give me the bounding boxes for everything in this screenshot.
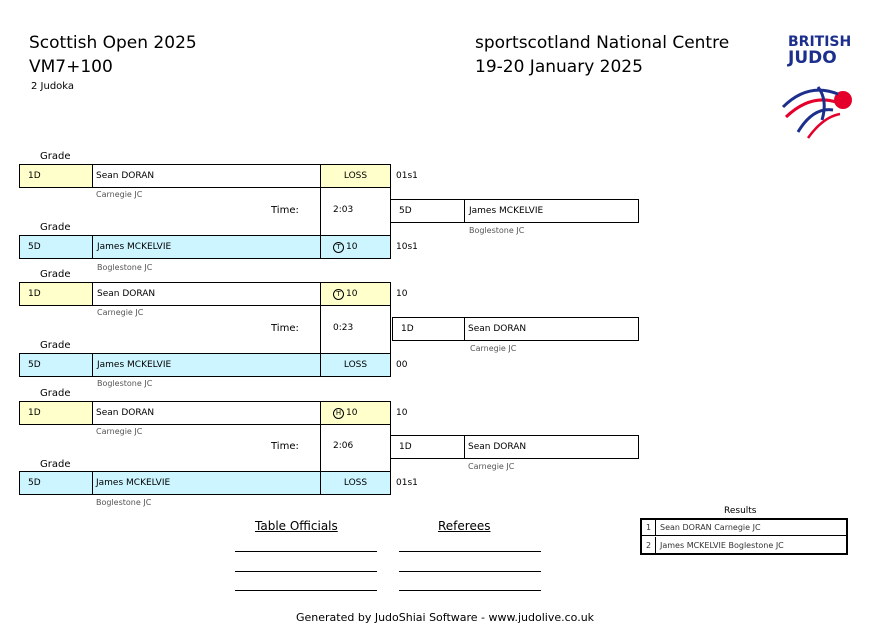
footer-credit: Generated by JudoShiai Software - www.judolive.co.uk [296, 611, 595, 624]
logo-text-judo: JUDO [788, 48, 837, 68]
blue-club: Boglestone JC [97, 263, 153, 272]
winner-grade: 5D [390, 199, 465, 223]
venue: sportscotland National Centre [475, 33, 730, 53]
white-name: Sean DORAN [92, 282, 321, 306]
white-name: Sean DORAN [92, 164, 321, 188]
time-label: Time: [271, 441, 299, 452]
winner-name: James MCKELVIE [464, 199, 639, 223]
white-club: Carnegie JC [96, 190, 143, 199]
blue-result-cell [320, 235, 391, 259]
referees-heading: Referees [438, 519, 491, 533]
blue-grade: 5D [19, 471, 93, 495]
blue-result: LOSS [320, 471, 391, 495]
category-title: VM7+100 [29, 57, 113, 77]
bracket-line [320, 425, 321, 472]
signature-line [235, 590, 377, 591]
result-rank: 1 [642, 520, 656, 535]
winner-name: Sean DORAN [464, 435, 639, 459]
white-grade: 1D [19, 164, 93, 188]
logo-text-british: BRITISH [788, 34, 852, 50]
event-title: Scottish Open 2025 [29, 33, 197, 53]
blue-score: 00 [396, 360, 408, 370]
white-result: LOSS [320, 164, 391, 188]
winner-club: Carnegie JC [470, 344, 517, 353]
bout-time: 0:23 [333, 323, 354, 333]
bracket-line [320, 188, 321, 236]
blue-grade: 5D [19, 235, 93, 259]
result-text: James MCKELVIE Boglestone JC [660, 540, 784, 550]
bout-time: 2:06 [333, 441, 354, 451]
white-club: Carnegie JC [97, 308, 144, 317]
winner-club: Carnegie JC [468, 462, 515, 471]
judoka-count: 2 Judoka [31, 81, 75, 92]
grade-label: Grade [40, 340, 71, 351]
table-officials-heading: Table Officials [255, 519, 338, 533]
grade-label: Grade [40, 269, 71, 280]
results-title: Results [724, 506, 757, 516]
signature-line [235, 551, 377, 552]
bout-time: 2:03 [333, 205, 354, 215]
grade-label: Grade [40, 459, 71, 470]
grade-label: Grade [40, 388, 71, 399]
results-row [642, 520, 846, 536]
blue-grade: 5D [19, 353, 93, 377]
white-club: Carnegie JC [96, 427, 143, 436]
white-score: 10 [396, 289, 408, 299]
signature-line [399, 551, 541, 552]
hansoku-badge-icon: H [333, 408, 344, 419]
blue-score: 10s1 [396, 242, 418, 252]
winner-name: Sean DORAN [464, 317, 639, 341]
blue-club: Boglestone JC [97, 379, 153, 388]
white-name: Sean DORAN [92, 401, 321, 425]
grade-label: Grade [40, 151, 71, 162]
white-grade: 1D [19, 401, 93, 425]
blue-name: James MCKELVIE [92, 235, 321, 259]
blue-club: Boglestone JC [96, 498, 152, 507]
blue-score: 01s1 [396, 478, 418, 488]
blue-result: LOSS [320, 353, 391, 377]
white-result: 10 [346, 289, 358, 299]
bracket-line [390, 306, 391, 353]
winner-club: Boglestone JC [469, 226, 525, 235]
white-result: 10 [346, 408, 358, 418]
white-score: 01s1 [396, 171, 418, 181]
results-table [640, 518, 848, 555]
british-judo-logo [778, 34, 858, 144]
white-grade: 1D [19, 282, 93, 306]
white-score: 10 [396, 408, 408, 418]
grade-label: Grade [40, 222, 71, 233]
time-label: Time: [271, 205, 299, 216]
white-result-cell [320, 282, 391, 306]
signature-line [399, 590, 541, 591]
blue-result: 10 [346, 242, 358, 252]
signature-line [399, 571, 541, 572]
bracket-line [320, 306, 321, 353]
result-text: Sean DORAN Carnegie JC [660, 523, 761, 532]
time-label: Time: [271, 323, 299, 334]
tori-badge-icon: T [333, 242, 344, 253]
results-row [642, 537, 846, 553]
signature-line [235, 571, 377, 572]
event-dates: 19-20 January 2025 [475, 57, 643, 77]
blue-name: James MCKELVIE [92, 471, 321, 495]
judo-figure-icon [778, 72, 858, 142]
blue-name: James MCKELVIE [92, 353, 321, 377]
winner-grade: 1D [390, 435, 465, 459]
winner-grade: 1D [392, 317, 465, 341]
tori-badge-icon: T [333, 289, 344, 300]
result-rank: 2 [642, 537, 656, 553]
white-result-cell [320, 401, 391, 425]
